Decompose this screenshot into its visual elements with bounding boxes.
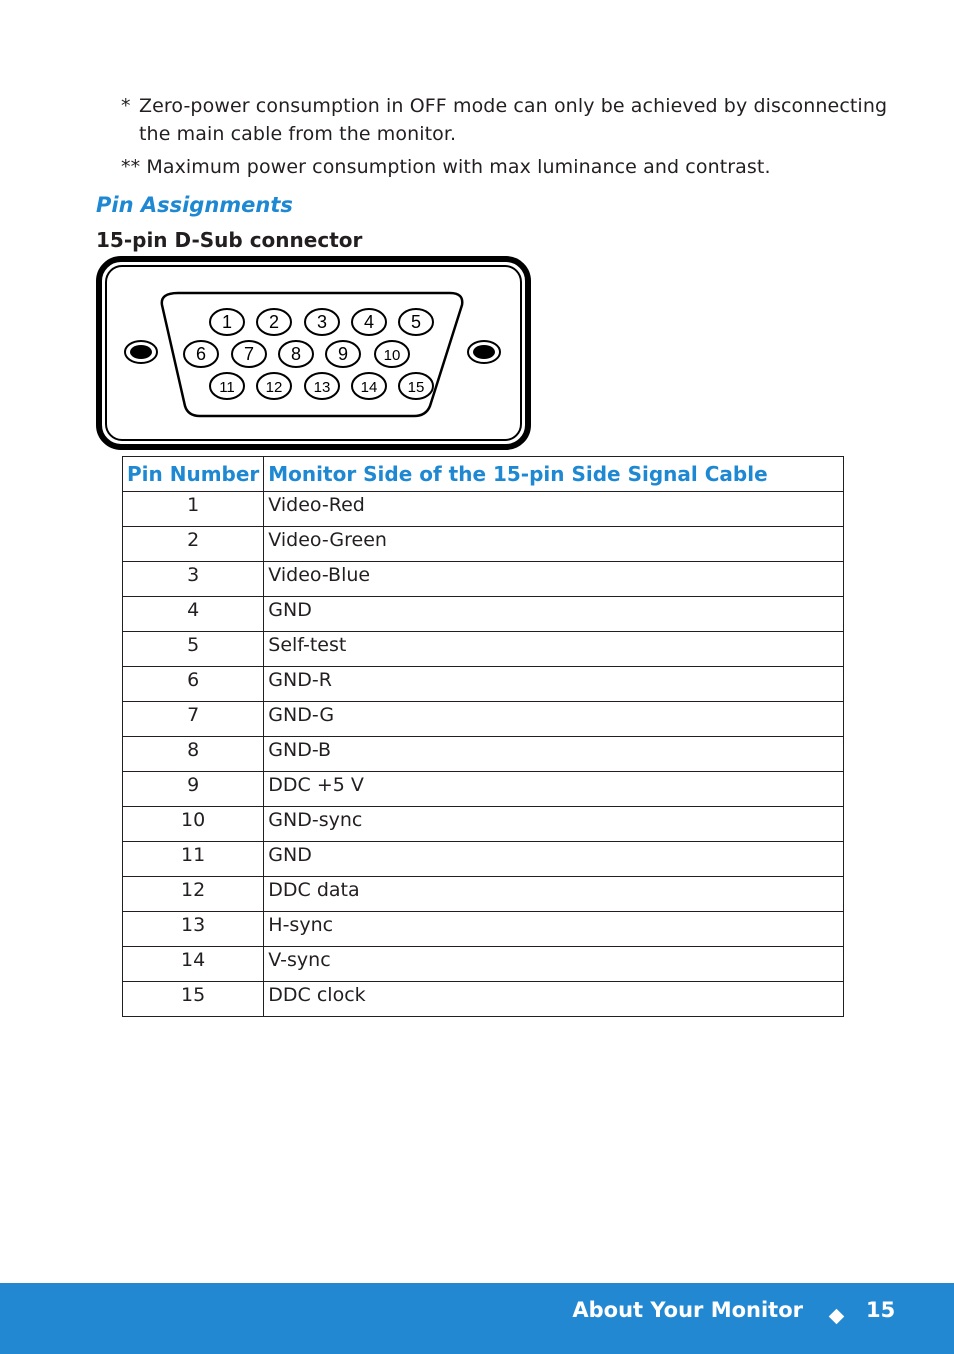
section-title: Pin Assignments [96, 193, 293, 217]
signal-cell: Video-Blue [264, 562, 844, 597]
signal-cell: Video-Red [264, 492, 844, 527]
footer-section-label: About Your Monitor [572, 1298, 803, 1322]
connector-pin [375, 341, 409, 367]
diamond-icon [829, 1309, 845, 1325]
connector-pin [326, 341, 360, 367]
page-number: 15 [866, 1298, 896, 1322]
page-footer [0, 1283, 954, 1354]
table-row [123, 597, 844, 632]
table-row [123, 527, 844, 562]
connector-pin [257, 373, 291, 399]
connector-pin [399, 309, 433, 335]
table-row [123, 842, 844, 877]
connector-pin-label: 13 [313, 379, 331, 396]
table-row [123, 877, 844, 912]
pin-number-cell: 6 [123, 667, 264, 702]
pin-number-cell: 13 [123, 912, 264, 947]
dsub-connector-diagram [96, 256, 531, 450]
signal-header: Monitor Side of the 15-pin Side Signal Cable [264, 457, 844, 492]
connector-pin [232, 341, 266, 367]
table-row [123, 737, 844, 772]
pin-number-cell: 7 [123, 702, 264, 737]
connector-pin-label: 5 [410, 312, 422, 332]
connector-pin-label: 7 [243, 344, 255, 364]
connector-pin [279, 341, 313, 367]
connector-pin-label: 10 [383, 347, 401, 364]
footnote-text: Zero-power consumption in OFF mode can only be achieved by disconnecting the main cable from the monitor. [139, 95, 888, 145]
connector-pin [210, 309, 244, 335]
pin-number-cell: 11 [123, 842, 264, 877]
footnote-zero-power [121, 92, 901, 148]
connector-pin-label: 4 [363, 312, 375, 332]
table-row [123, 667, 844, 702]
table-row [123, 492, 844, 527]
table-row [123, 947, 844, 982]
connector-pin-label: 8 [290, 344, 302, 364]
signal-cell: DDC data [264, 877, 844, 912]
pin-number-cell: 12 [123, 877, 264, 912]
table-row [123, 562, 844, 597]
table-row [123, 702, 844, 737]
connector-pin [184, 341, 218, 367]
pin-number-header: Pin Number [123, 457, 264, 492]
pin-assignment-table [122, 456, 844, 1017]
table-row [123, 772, 844, 807]
connector-pin [305, 309, 339, 335]
connector-pin [257, 309, 291, 335]
signal-cell: DDC +5 V [264, 772, 844, 807]
connector-pin-label: 2 [268, 312, 280, 332]
pin-number-cell: 1 [123, 492, 264, 527]
connector-pin-label: 9 [337, 344, 349, 364]
signal-cell: GND [264, 597, 844, 632]
connector-pin [352, 309, 386, 335]
pin-number-cell: 9 [123, 772, 264, 807]
pin-number-cell: 2 [123, 527, 264, 562]
signal-cell: GND-B [264, 737, 844, 772]
pin-number-cell: 4 [123, 597, 264, 632]
connector-title: 15-pin D-Sub connector [96, 228, 363, 252]
connector-pin [352, 373, 386, 399]
footnote-marker: * [121, 95, 131, 117]
connector-pin [210, 373, 244, 399]
connector-pin-label: 6 [195, 344, 207, 364]
table-row [123, 982, 844, 1017]
signal-cell: H-sync [264, 912, 844, 947]
pin-number-cell: 3 [123, 562, 264, 597]
connector-pin [399, 373, 433, 399]
signal-cell: GND [264, 842, 844, 877]
signal-cell: Video-Green [264, 527, 844, 562]
signal-cell: GND-sync [264, 807, 844, 842]
table-row [123, 912, 844, 947]
pin-number-cell: 15 [123, 982, 264, 1017]
pin-number-cell: 5 [123, 632, 264, 667]
connector-pin-label: 12 [265, 379, 283, 396]
pin-number-cell: 8 [123, 737, 264, 772]
signal-cell: V-sync [264, 947, 844, 982]
signal-cell: DDC clock [264, 982, 844, 1017]
connector-pin-label: 14 [360, 379, 378, 396]
connector-pin-label: 11 [219, 379, 235, 396]
connector-pin-label: 1 [221, 312, 233, 332]
footnote-max-power: ** Maximum power consumption with max luminance and contrast. [121, 156, 771, 178]
pin-number-cell: 14 [123, 947, 264, 982]
signal-cell: Self-test [264, 632, 844, 667]
signal-cell: GND-R [264, 667, 844, 702]
table-header-row [123, 457, 844, 492]
table-row [123, 807, 844, 842]
signal-cell: GND-G [264, 702, 844, 737]
table-row [123, 632, 844, 667]
connector-pin-label: 3 [316, 312, 328, 332]
connector-pin [305, 373, 339, 399]
pin-number-cell: 10 [123, 807, 264, 842]
connector-pin-label: 15 [407, 379, 425, 396]
